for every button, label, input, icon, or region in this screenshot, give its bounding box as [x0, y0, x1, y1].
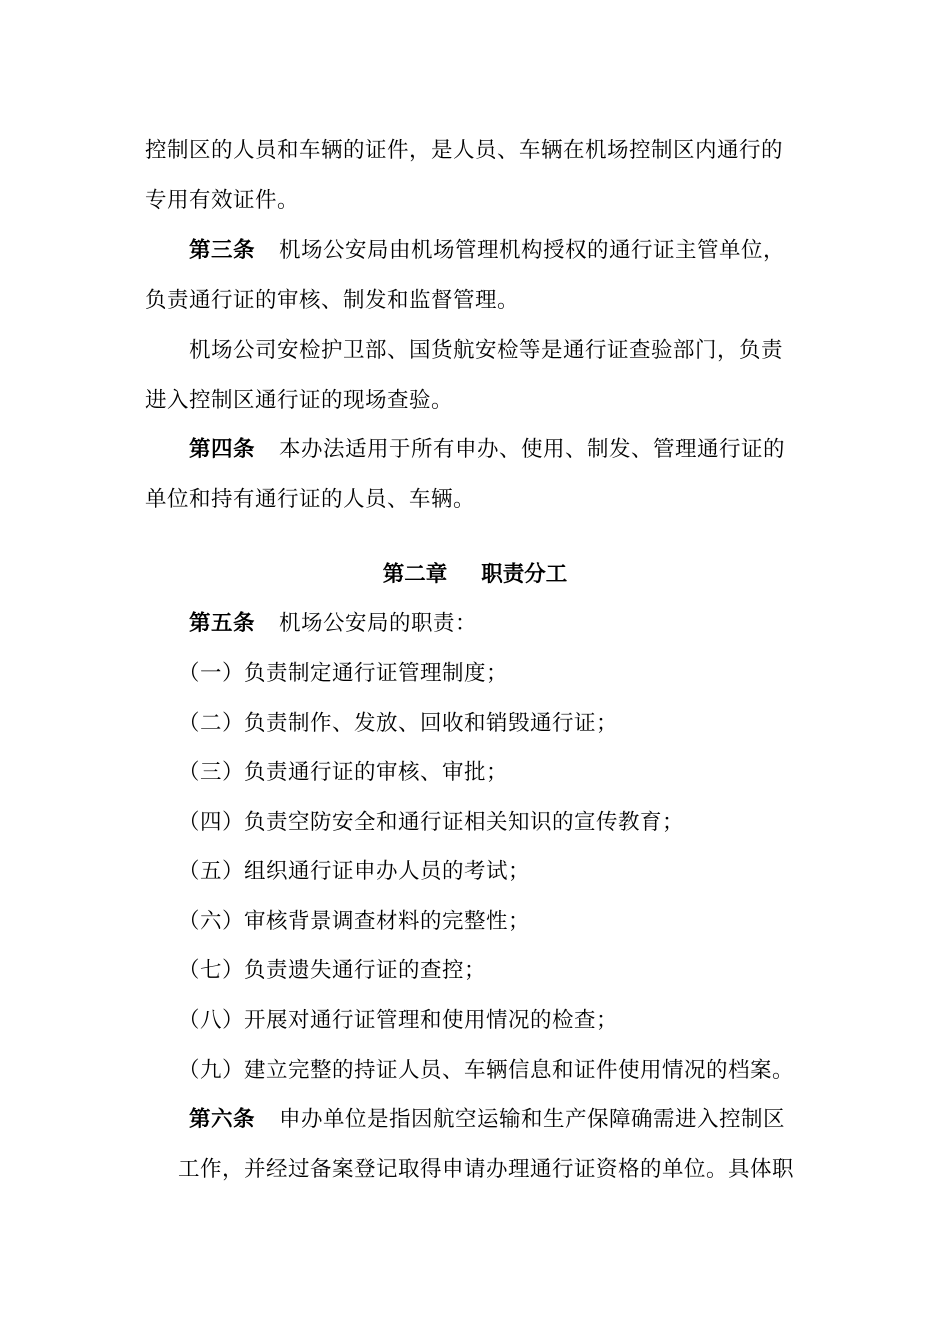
- paragraph-line: 负责通行证的审核、制发和监督管理。: [145, 288, 520, 313]
- article-label: 第五条: [189, 611, 256, 636]
- paragraph-line: 工作，并经过备案登记取得申请办理通行证资格的单位。具体职: [178, 1157, 795, 1182]
- list-item: （九）建立完整的持证人员、车辆信息和证件使用情况的档案。: [178, 1058, 795, 1083]
- list-item: （二）负责制作、发放、回收和销毁通行证；: [178, 711, 619, 736]
- list-item: （八）开展对通行证管理和使用情况的检查；: [178, 1008, 619, 1033]
- article-label: 第三条: [189, 238, 256, 263]
- paragraph-line: 单位和持有通行证的人员、车辆。: [145, 487, 476, 512]
- article-text: 机场公安局的职责：: [279, 611, 478, 636]
- chapter-number: 第二章: [382, 562, 448, 587]
- chapter-heading: [0, 560, 950, 590]
- article-text: 本办法适用于所有申办、使用、制发、管理通行证的: [279, 437, 786, 462]
- list-item: （七）负责遗失通行证的查控；: [178, 958, 487, 983]
- paragraph-line: 机场公司安检护卫部、国货航安检等是通行证查验部门，负责: [189, 338, 784, 363]
- list-item: （五）组织通行证申办人员的考试；: [178, 859, 531, 884]
- article-label: 第四条: [189, 437, 256, 462]
- article-6: [189, 1105, 785, 1135]
- article-text: 申办单位是指因航空运输和生产保障确需进入控制区: [279, 1107, 786, 1132]
- list-item: （三）负责通行证的审核、审批；: [178, 760, 509, 785]
- paragraph-line: 专用有效证件。: [145, 188, 300, 213]
- paragraph-line: 进入控制区通行证的现场查验。: [145, 388, 454, 413]
- article-3: [189, 236, 785, 266]
- article-5: [189, 609, 477, 639]
- paragraph-line: 控制区的人员和车辆的证件，是人员、车辆在机场控制区内通行的: [145, 138, 784, 163]
- article-label: 第六条: [189, 1107, 256, 1132]
- list-item: （一）负责制定通行证管理制度；: [178, 661, 509, 686]
- article-text: 机场公安局由机场管理机构授权的通行证主管单位，: [279, 238, 786, 263]
- chapter-title: 职责分工: [481, 562, 568, 587]
- list-item: （六）审核背景调查材料的完整性；: [178, 909, 531, 934]
- list-item: （四）负责空防安全和通行证相关知识的宣传教育；: [178, 810, 685, 835]
- article-4: [189, 435, 785, 465]
